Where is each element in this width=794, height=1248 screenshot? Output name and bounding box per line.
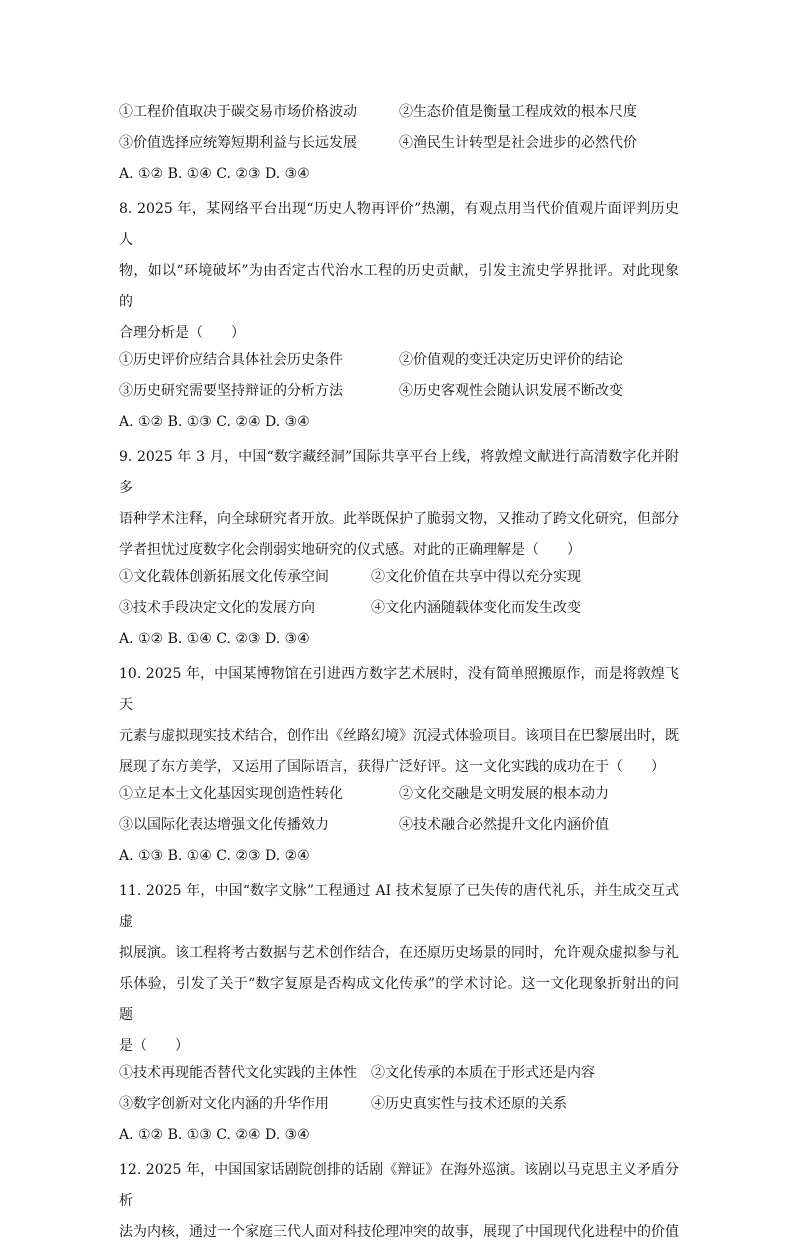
q9-stem-line-2: 语种学术注释，向全球研究者开放。此举既保护了脆弱文物，又推动了跨文化研究，但部分 [119, 511, 679, 527]
q11-stem-line-3: 乐体验，引发了关于“数字复原是否构成文化传承”的学术讨论。这一文化现象折射出的问题 [119, 976, 679, 1023]
q11-option-3: ③数字创新对文化内涵的升华作用 [119, 1096, 329, 1112]
q11-option-row-2 [119, 1093, 679, 1124]
q12-stem [119, 1155, 679, 1248]
q8-stem-line-3: 合理分析是（ ） [119, 325, 245, 341]
q10-option-1: ①立足本土文化基因实现创造性转化 [119, 786, 343, 802]
q10-option-4: ④技术融合必然提升文化内涵价值 [399, 817, 609, 833]
q8-stem-line-1: 8. 2025 年，某网络平台出现“历史人物再评价”热潮，有观点用当代价值观片面评判历史人 [119, 201, 679, 248]
q12-stem-line-1: 12. 2025 年，中国国家话剧院创排的话剧《辩证》在海外巡演。该剧以马克思主义矛盾分析 [119, 1162, 679, 1209]
q9-stem-line-1: 9. 2025 年 3 月，中国“数字藏经洞”国际共享平台上线，将敦煌文献进行高清数字化并附多 [119, 449, 679, 496]
q11-stem [119, 876, 679, 1062]
exam-content [119, 101, 679, 1248]
q7-option-1: ①工程价值取决于碳交易市场价格波动 [119, 104, 357, 120]
q9-stem-line-3: 学者担忧过度数字化会削弱实地研究的仪式感。对此的正确理解是（ ） [119, 542, 581, 558]
q10-option-row-2 [119, 814, 679, 845]
q7-option-4: ④渔民生计转型是社会进步的必然代价 [399, 135, 637, 151]
q8-option-3: ③历史研究需要坚持辩证的分析方法 [119, 383, 343, 399]
q9-option-3: ③技术手段决定文化的发展方向 [119, 600, 315, 616]
q11-stem-line-1: 11. 2025 年，中国“数字文脉”工程通过 AI 技术复原了已失传的唐代礼乐，并生成交互式虚 [119, 883, 679, 930]
q10-answer-choices: A. ①③ B. ①④ C. ②③ D. ②④ [119, 848, 310, 864]
q8-option-2: ②价值观的变迁决定历史评价的结论 [399, 352, 623, 368]
q11-stem-line-2: 拟展演。该工程将考古数据与艺术创作结合，在还原历史场景的同时，允许观众虚拟参与礼 [119, 945, 679, 961]
q11-stem-line-4: 是（ ） [119, 1038, 189, 1054]
q7-option-2: ②生态价值是衡量工程成效的根本尺度 [399, 104, 637, 120]
q7-option-row-2 [119, 132, 679, 163]
q8-stem-line-2: 物，如以“环境破坏”为由否定古代治水工程的历史贡献，引发主流史学界批评。对此现象的 [119, 263, 679, 310]
q8-option-row-2 [119, 380, 679, 411]
q11-option-row-1 [119, 1062, 679, 1093]
q12-stem-line-2: 法为内核，通过一个家庭三代人面对科技伦理冲突的故事，展现了中国现代化进程中的价值 [119, 1224, 679, 1240]
q10-stem [119, 659, 679, 783]
q7-option-row-1 [119, 101, 679, 132]
q8-answer-choices: A. ①② B. ①③ C. ②④ D. ③④ [119, 414, 310, 430]
q10-option-2: ②文化交融是文明发展的根本动力 [399, 786, 609, 802]
q10-option-row-1 [119, 783, 679, 814]
q9-option-2: ②文化价值在共享中得以充分实现 [371, 569, 581, 585]
q10-stem-line-2: 元素与虚拟现实技术结合，创作出《丝路幻境》沉浸式体验项目。该项目在巴黎展出时，既 [119, 728, 679, 744]
q9-option-row-1 [119, 566, 679, 597]
q9-stem [119, 442, 679, 566]
q11-answer-choices: A. ①② B. ①③ C. ②④ D. ③④ [119, 1127, 310, 1143]
q11-option-1: ①技术再现能否替代文化实践的主体性 [119, 1065, 357, 1081]
q9-option-1: ①文化载体创新拓展文化传承空间 [119, 569, 329, 585]
q9-option-row-2 [119, 597, 679, 628]
q8-option-1: ①历史评价应结合具体社会历史条件 [119, 352, 343, 368]
q10-stem-line-3: 展现了东方美学，又运用了国际语言，获得广泛好评。这一文化实践的成功在于（ ） [119, 759, 665, 775]
q8-stem [119, 194, 679, 349]
q7-option-3: ③价值选择应统筹短期利益与长远发展 [119, 135, 357, 151]
q11-option-4: ④历史真实性与技术还原的关系 [371, 1096, 567, 1112]
q10-stem-line-1: 10. 2025 年，中国某博物馆在引进西方数字艺术展时，没有简单照搬原作，而是将敦煌飞天 [119, 666, 679, 713]
q8-option-4: ④历史客观性会随认识发展不断改变 [399, 383, 623, 399]
q7-answer-choices: A. ①② B. ①④ C. ②③ D. ③④ [119, 166, 310, 182]
q8-option-row-1 [119, 349, 679, 380]
q10-option-3: ③以国际化表达增强文化传播效力 [119, 817, 329, 833]
q11-option-2: ②文化传承的本质在于形式还是内容 [371, 1065, 595, 1081]
q9-answer-choices: A. ①② B. ①④ C. ②③ D. ③④ [119, 631, 310, 647]
q9-option-4: ④文化内涵随载体变化而发生改变 [371, 600, 581, 616]
